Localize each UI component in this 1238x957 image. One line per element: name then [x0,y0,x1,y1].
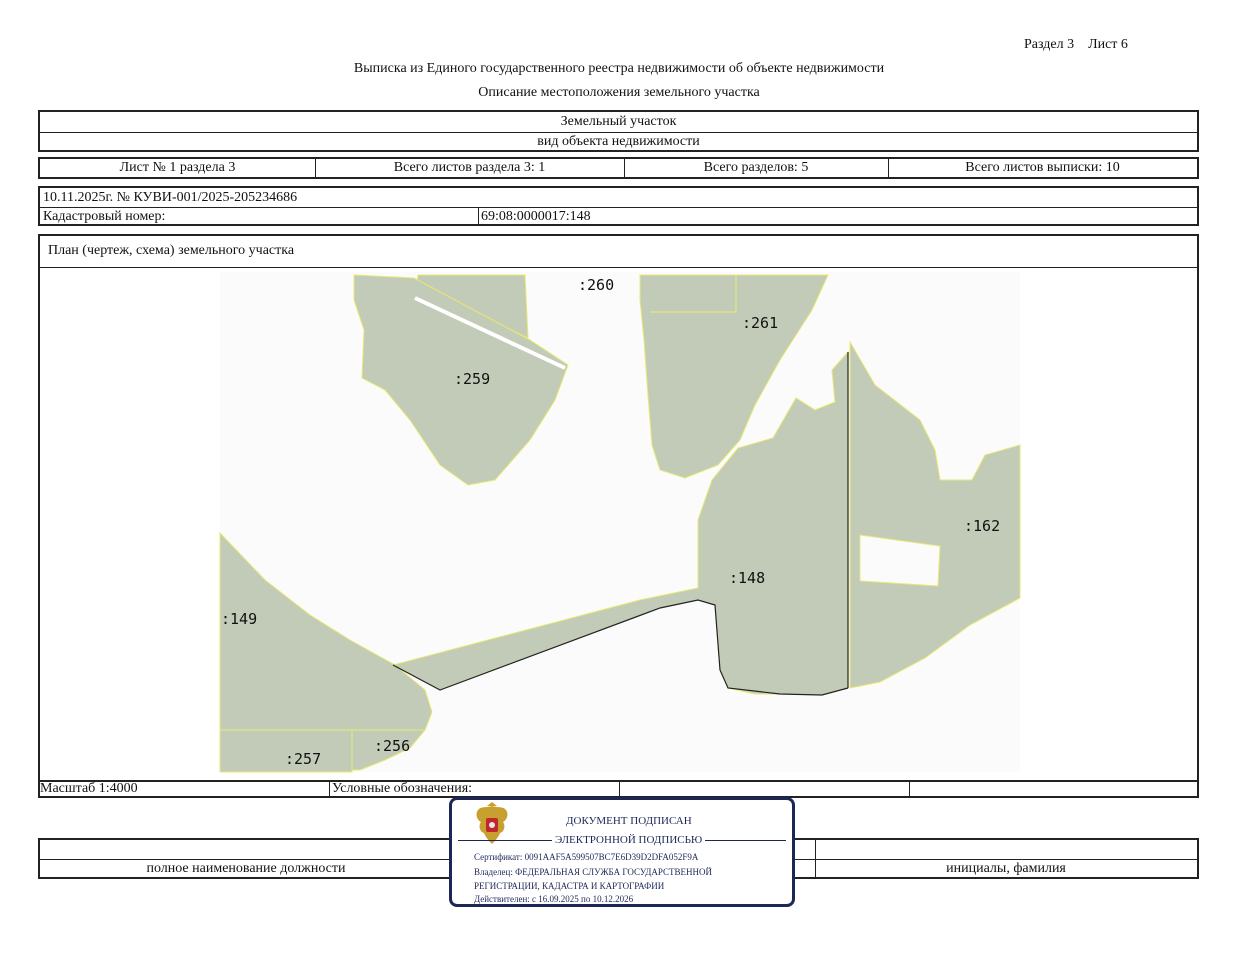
stamp-owner-line1: Владелец: ФЕДЕРАЛЬНАЯ СЛУЖБА ГОСУДАРСТВЕННОЙ [474,867,713,877]
name-caption: инициалы, фамилия [946,861,1066,876]
parcel-label-257: :257 [285,750,322,768]
document-title: Выписка из Единого государственного реестра недвижимости об объекте недвижимости [353,61,885,76]
cadastral-label: Кадастровый номер: [43,208,166,224]
stamp-certificate: Сертификат: 0091AAF5A599507BC7E6D39D2DFA052F9A [474,852,699,862]
document-subtitle: Описание местоположения земельного участка [478,85,760,100]
parcel-label-162: :162 [964,517,1001,535]
section-sheet-label: Раздел 3 Лист 6 [1024,37,1128,52]
parcel-label-259: :259 [454,370,491,388]
scale-label: Масштаб 1:4000 [40,781,138,796]
object-type: Земельный участок [560,114,677,129]
stamp-line1: ДОКУМЕНТ ПОДПИСАН [566,815,692,827]
electronic-signature-stamp [449,797,795,907]
legend-label: Условные обозначения: [332,781,473,796]
cadastral-number: 69:08:0000017:148 [481,208,591,224]
total-sheets-extract: Всего листов выписки: 10 [965,160,1120,175]
position-caption: полное наименование должности [146,861,346,876]
parcel-label-261: :261 [742,314,779,332]
date-number: 10.11.2025г. № КУВИ-001/2025-205234686 [43,189,298,205]
sheet-number: Лист № 1 раздела 3 [119,160,236,175]
plan-title: План (чертеж, схема) земельного участка [48,243,295,258]
stamp-line2: ЭЛЕКТРОННОЙ ПОДПИСЬЮ [552,834,705,846]
parcel-label-260: :260 [578,276,615,294]
total-sheets-section: Всего листов раздела 3: 1 [393,160,546,175]
parcel-label-148: :148 [729,569,766,587]
stamp-validity: Действителен: с 16.09.2025 по 10.12.2026 [474,894,634,904]
scale-legend-row [38,780,1199,798]
parcel-label-149: :149 [221,610,258,628]
total-sections: Всего разделов: 5 [703,160,809,175]
stamp-owner-line2: РЕГИСТРАЦИИ, КАДАСТРА И КАРТОГРАФИИ [474,881,665,891]
object-type-caption: вид объекта недвижимости [537,134,700,149]
parcel-label-256: :256 [374,737,411,755]
